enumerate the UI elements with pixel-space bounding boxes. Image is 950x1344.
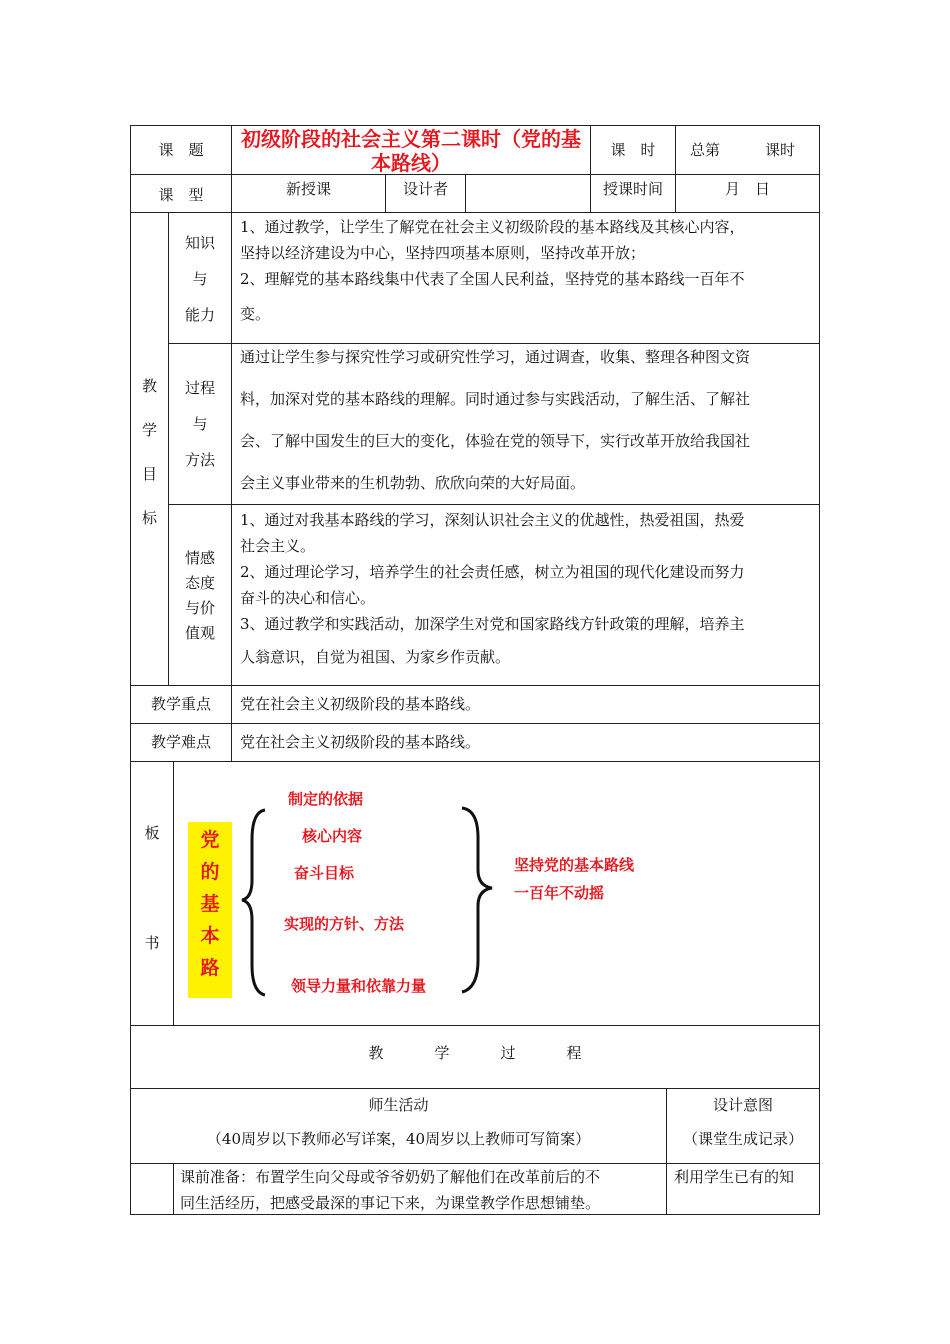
period-label: 课 时 [610, 141, 656, 159]
process-text: 通过让学生参与探究性学习或研究性学习，通过调查，收集、整理各种图文资 料，加深对党的基本路线的理解。同时通过参与实践活动，了解生活、了解社 会、了解中国发生的巨大的变化，体验在党的领导下，实行改革开放给我国社 会主义事业带来的生机勃勃、欣欣向荣的大好局面。 [240, 348, 751, 492]
board-item: 奋斗目标 [294, 864, 355, 882]
intent-title: 设计意图 [712, 1096, 773, 1114]
board-item: 核心内容 [302, 827, 363, 845]
key-point-label: 教学重点 [150, 695, 211, 713]
activity-note: （40周岁以下教师必写详案，40周岁以上教师可写简案） [206, 1130, 591, 1148]
difficulty-value: 党在社会主义初级阶段的基本路线。 [240, 733, 481, 751]
process-section-title: 教 学 过 程 [368, 1044, 582, 1062]
period-value: 总第 课时 [690, 141, 796, 159]
values-text: 1、通过对我基本路线的学习，深刻认识社会主义的优越性，热爱祖国，热爱 社会主义。 2、通过理论学习，培养学生的社会责任感，树立为祖国的现代化建设而努力 奋斗的决心和信心。 3、通过教学和实践活动，加深学生对党和国家路线方针政策的理解，培养主 人翁意识，自觉为祖国、为家乡作贡献。 [240, 511, 745, 666]
left-brace [242, 810, 265, 995]
prep-text: 课前准备：布置学生向父母或爷爷奶奶了解他们在改革前后的不 同生活经历，把感受最深的事记下来，为课堂教学作思想铺垫。 [180, 1168, 601, 1212]
date-label: 授课时间 [602, 180, 663, 198]
prep-intent: 利用学生已有的知 [674, 1168, 795, 1186]
date-value: 月 日 [724, 180, 770, 198]
intent-note: （课堂生成记录） [682, 1130, 803, 1148]
board-item: 领导力量和依靠力量 [291, 977, 427, 995]
board-label-top: 板 [144, 824, 160, 842]
objectives-label: 教 学 目 标 [141, 377, 157, 527]
board-label-bottom: 书 [144, 934, 160, 952]
type-label: 课 型 [158, 186, 204, 204]
values-label: 情感 态度 与价 值观 [184, 549, 215, 642]
board-braces [240, 800, 510, 1000]
board-conclusion: 坚持党的基本路线 一百年不动摇 [514, 856, 635, 902]
topic-label: 课 题 [158, 141, 204, 159]
designer-label: 设计者 [402, 180, 448, 198]
difficulty-label: 教学难点 [150, 733, 211, 751]
knowledge-text: 1、通过教学，让学生了解党在社会主义初级阶段的基本路线及其核心内容， 坚持以经济建设为中心，坚持四项基本原则，坚持改革开放； 2、理解党的基本路线集中代表了全国人民利益，坚持党的基本路线一百年不 变。 [240, 218, 745, 323]
lesson-title: 初级阶段的社会主义第二课时（党的基本路线） [241, 127, 581, 175]
board-item: 实现的方针、方法 [284, 915, 405, 933]
process-label: 过程 与 方法 [184, 379, 215, 469]
board-item: 制定的依据 [288, 790, 364, 808]
activity-title: 师生活动 [368, 1096, 429, 1114]
key-point-value: 党在社会主义初级阶段的基本路线。 [240, 695, 481, 713]
right-brace [462, 808, 492, 992]
knowledge-label: 知识 与 能力 [184, 234, 215, 324]
type-value: 新授课 [285, 180, 331, 198]
board-highlight-box: 党 的 基 本 路 [188, 822, 232, 998]
